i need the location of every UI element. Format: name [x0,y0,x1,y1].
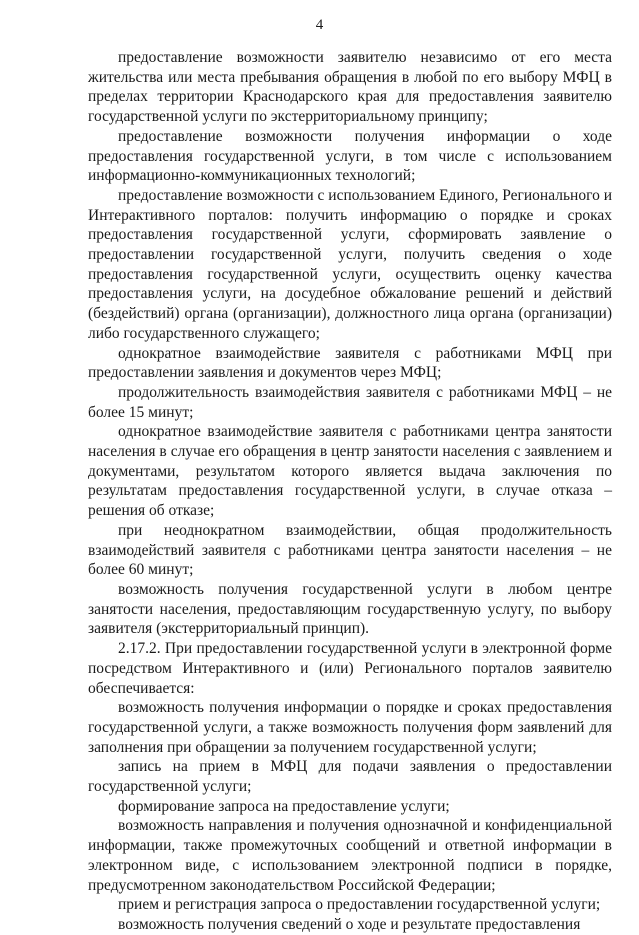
paragraph: возможность получения сведений о ходе и результате предоставления [118,915,581,933]
paragraph: продолжительность взаимодействия заявителя с работниками МФЦ – не более 15 минут; [88,383,612,421]
paragraph: предоставление возможности заявителю независимо от его места жительства или места пребывания обращения в любой по его выбору МФЦ в пределах территории Краснодарского края для предоставления заявителю государственной услуги по экстерриториальному принципу; [88,49,612,126]
paragraph: однократное взаимодействие заявителя с работниками МФЦ при предоставлении заявления и документов через МФЦ; [88,344,612,382]
paragraph: запись на прием в МФЦ для подачи заявления о предоставлении государственной услуги; [88,758,612,796]
paragraph: возможность получения информации о порядке и сроках предоставления государственной услуги, а также возможность получения форм заявлений для заполнения при обращении за получением государственной услуги; [88,699,612,756]
paragraph: возможность получения государственной услуги в любом центре занятости населения, предоставляющим государственную услугу, по выбору заявителя (экстерриториальный принцип). [88,580,612,638]
paragraph: прием и регистрация запроса о предоставлении государственной услуги; [118,896,601,914]
paragraph: 2.17.2. При предоставлении государственной услуги в электронной форме посредством Интерактивного и (или) Регионального порталов заявителю обеспечивается: [88,640,612,697]
document-body [88,48,612,935]
paragraph: однократное взаимодействие заявителя с работниками центра занятости населения в случае его обращения в центр занятости населения с заявлением и документами, результатом которого является выдача заключения по результатам предоставления государственной услуги, в случае отказа – решения об отказе; [88,423,612,520]
page-number: 4 [315,17,324,33]
paragraph: при неоднократном взаимодействии, общая продолжительность взаимодействий заявителя с работниками центра занятости населения – не более 60 минут; [88,521,612,579]
paragraph: формирование запроса на предоставление услуги; [118,797,450,815]
paragraph: предоставление возможности с использованием Единого, Регионального и Интерактивного порталов: получить информацию о порядке и сроках предоставления государственной услуги, сформировать заявление о предоставлении государственной услуги, получить сведения о ходе предоставления государственной услуги, осуществить оценку качества предоставления услуги, на досудебное обжалование решений и действий (бездействий) органа (организации), должностного лица органа (организации) либо государственного служащего; [88,186,612,342]
paragraph: возможность направления и получения однозначной и конфиденциальной информации, также промежуточных сообщений и ответной информации в электронном виде, с использованием электронной подписи в порядке, предусмотренном законодательством Российской Федерации; [88,817,612,894]
paragraph: предоставление возможности получения информации о ходе предоставления государственной услуги, в том числе с использованием информационно-коммуникационных технологий; [88,127,612,185]
